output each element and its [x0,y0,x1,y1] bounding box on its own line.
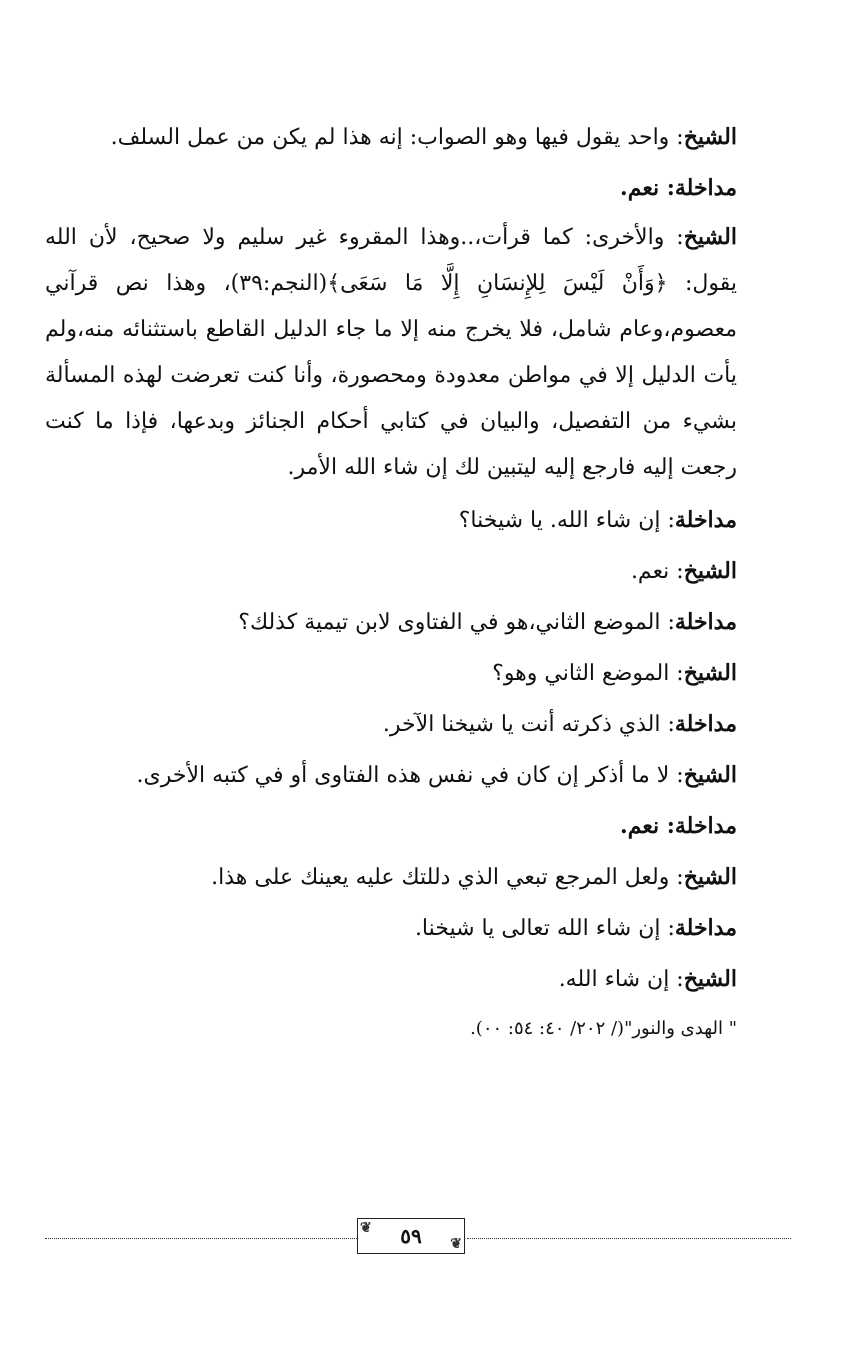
paragraph [45,546,737,597]
speaker-label: مداخلة [674,175,737,201]
speaker-label: الشيخ [683,864,737,890]
paragraph [45,852,737,903]
speaker-label: الشيخ [683,762,737,788]
speaker-label: مداخلة [674,915,737,941]
paragraph-text: : الموضع الثاني،هو في الفتاوى لابن تيمية كذلك؟ [238,610,675,635]
page-body [45,112,737,1049]
paragraph [45,954,737,1005]
paragraph-text: : والأخرى: كما قرأت،..وهذا المقروء غير سليم ولا صحيح، لأن الله يقول: ﴿وَأَنْ لَيْسَ لِلإِنسَانِ إِلَّا مَا سَعَى﴾(النجم:٣٩)، وهذا نص قرآني معصوم،وعام شامل، فلا يخرج منه إلا ما جاء الدليل القاطع باستثنائه منه،ولم يأت الدليل إلا في مواطن معدودة ومحصورة، وأنا كنت تعرضت لهذه المسألة بشيء من التفصيل، والبيان في كتابي أحكام الجنائز وبدعها، فإذا ما كنت رجعت إليه فارجع إليه ليتبين لك إن شاء الله الأمر. [45,225,738,480]
paragraph [45,699,737,750]
source-citation: " الهدى والنور"(/ ٢٠٢/ ٤٠: ٥٤: ٠٠). [470,1018,737,1039]
page-number: ٥٩ [400,1224,422,1248]
speaker-label: الشيخ [683,224,737,250]
paragraph-text: : الموضع الثاني وهو؟ [492,661,684,686]
speaker-label: مداخلة [674,813,737,839]
paragraph-text: : ولعل المرجع تبعي الذي دللتك عليه يعينك على هذا. [211,865,684,890]
paragraph [45,903,737,954]
speaker-label: مداخلة [674,609,737,635]
speaker-label: مداخلة [674,711,737,737]
paragraph-text: : نعم. [620,813,675,839]
speaker-label: الشيخ [683,966,737,992]
paragraph-text: : نعم. [630,559,684,584]
paragraph [45,495,737,546]
paragraph-text: : نعم. [620,175,675,201]
paragraph-text: : لا ما أذكر إن كان في نفس هذه الفتاوى أو في كتبه الأخرى. [136,763,684,788]
footer-divider [467,1238,791,1239]
paragraph-text: : الذي ذكرته أنت يا شيخنا الآخر. [382,712,675,737]
page-number-frame [357,1218,465,1254]
paragraph [45,597,737,648]
paragraph-text: : إن شاء الله. [558,967,684,992]
speaker-label: مداخلة [674,507,737,533]
speaker-label: الشيخ [683,124,737,150]
corner-ornament-icon: ❦ [360,1220,372,1236]
speaker-label: الشيخ [683,660,737,686]
paragraph [45,750,737,801]
paragraph [45,214,737,491]
paragraph [45,801,737,852]
footer-divider [45,1238,357,1239]
paragraph [45,112,737,163]
paragraph [45,648,737,699]
paragraph-text: : واحد يقول فيها وهو الصواب: إنه هذا لم يكن من عمل السلف. [110,125,684,150]
page-footer [45,1218,791,1258]
speaker-label: الشيخ [683,558,737,584]
paragraph-text: : إن شاء الله. يا شيخنا؟ [458,508,675,533]
corner-ornament-icon: ❦ [450,1236,462,1252]
paragraph [45,163,737,214]
paragraph-text: : إن شاء الله تعالى يا شيخنا. [414,916,675,941]
